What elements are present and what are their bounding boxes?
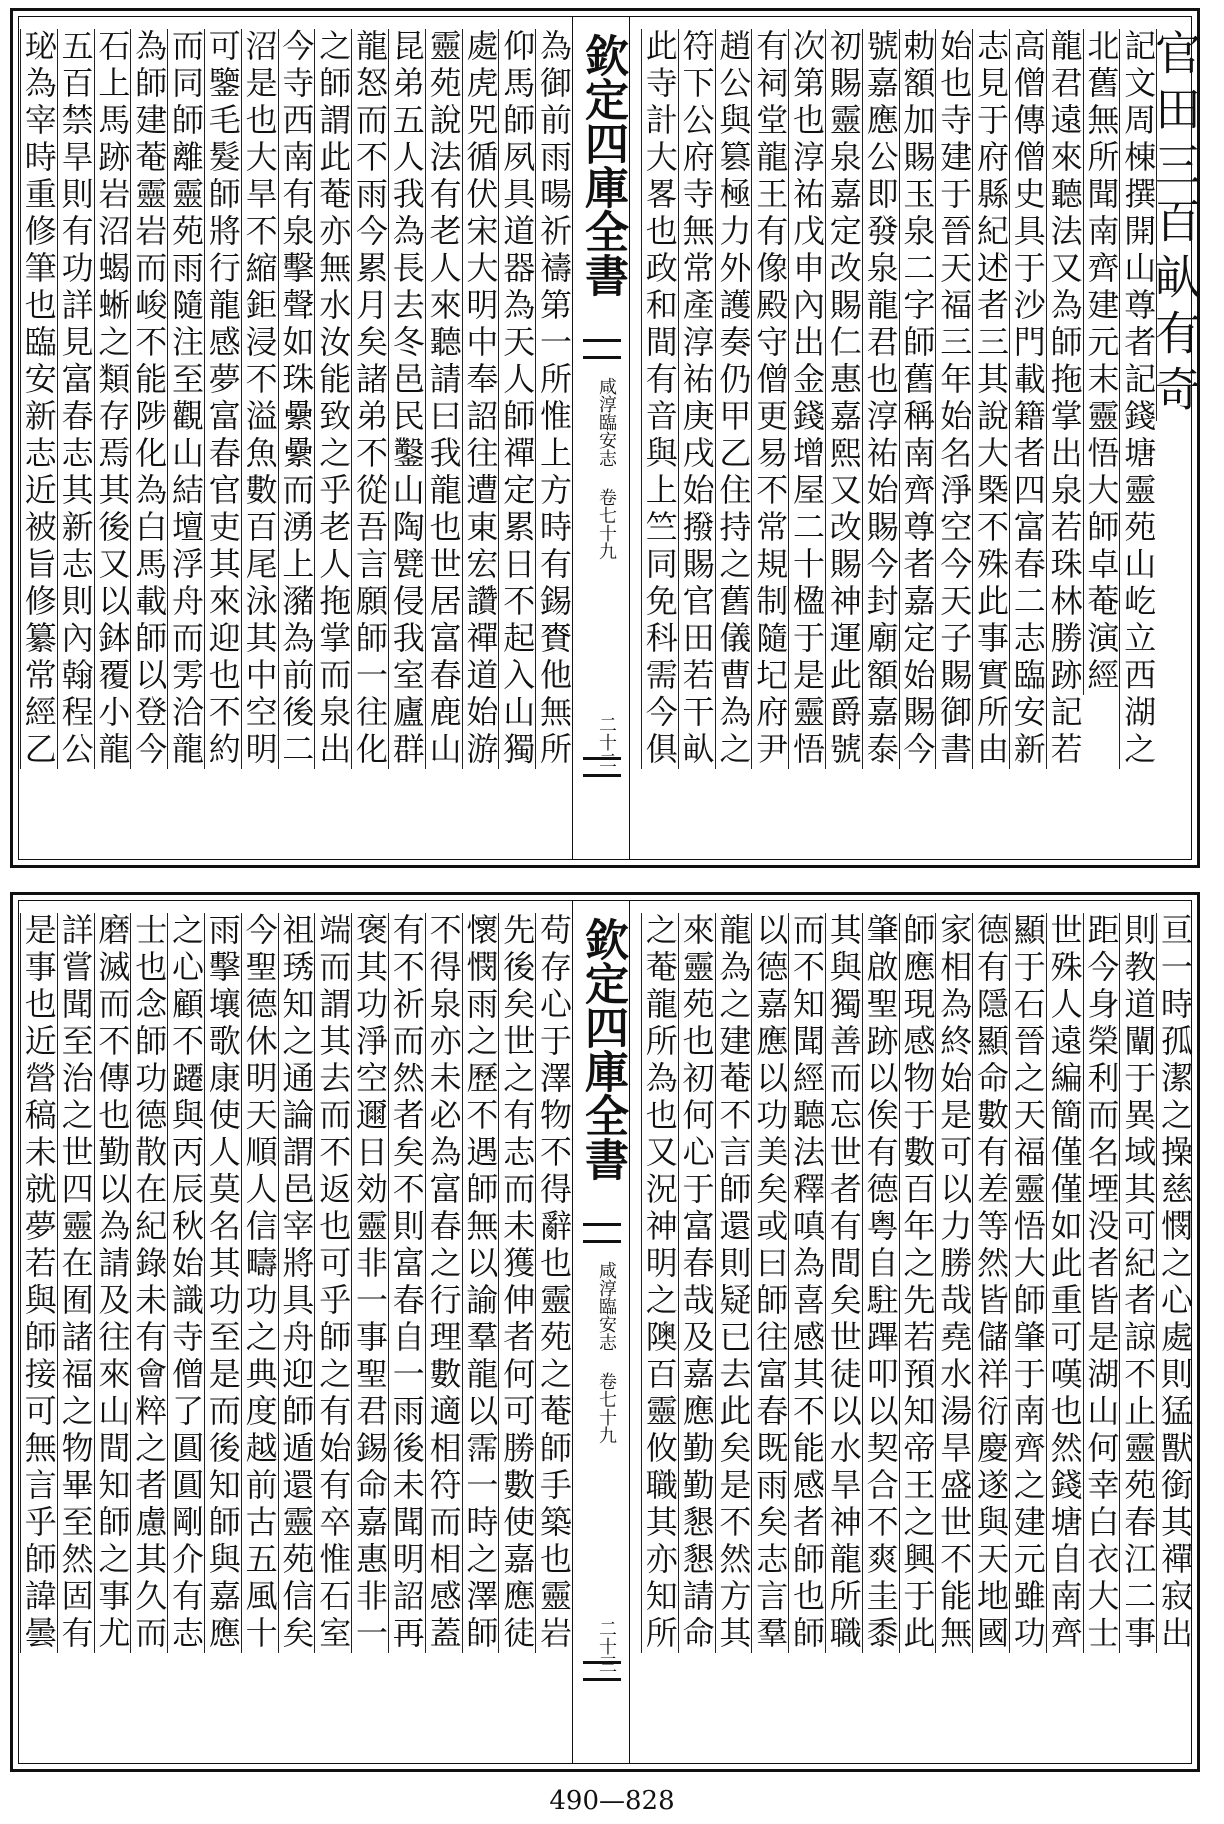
text-column: 龍怒而不雨今累月矣諸弟不從吾言願師一往化 [350, 29, 389, 769]
text-column: 肇啟聖跡以俟有德粤自駐蹕叩以契合不爽圭黍 [861, 913, 900, 1653]
page-lower-frame [18, 900, 1192, 1764]
text-column: 之心顧不躚與丙辰秋始識寺僧了圓圓剛介有志 [166, 913, 205, 1653]
text-column: 苟存心于澤物不得辭也靈苑之菴師手築也靈岩 [534, 913, 573, 1653]
text-column: 師應現感物于數百年之先若預知帝王之興于此 [898, 913, 937, 1653]
text-column: 懷憫雨之歷不遇師無以諭羣龍以霈一時之澤師 [461, 913, 500, 1653]
text-column: 則教道闡于異域其可紀者諒不止靈苑春江二事 [1119, 913, 1158, 1653]
text-column: 高僧傳僧史具于沙門載籍者四富春二志臨安新 [1008, 29, 1047, 769]
text-column: 士也念師功德散在紀錄未有會粹之者慮其久而 [130, 913, 169, 1653]
text-column: 今寺西南有泉擊聲如珠纍纍而湧上瀦為前後二 [277, 29, 316, 769]
text-column: 有不祈而然者矣不則富春自一雨後未聞明詔再 [387, 913, 426, 1653]
text-column: 為御前雨暘祈禱第一所惟上方時有錫賚他無所 [534, 29, 573, 769]
text-column: 趙公與篡極力外護奏仍甲乙住持之舊儀曹為之 [714, 29, 753, 769]
text-column: 初賜靈泉嘉定改賜仁惠嘉熙又改賜神運此爵號 [824, 29, 863, 769]
text-column: 勅額加賜玉泉二字師舊稱南齊尊者嘉定始賜今 [898, 29, 937, 769]
center-title: 欽定四庫全書 [577, 33, 628, 297]
text-column: 德有隱顯命數有差等然皆儲祥衍慶遂與天地國 [971, 913, 1010, 1653]
fish-tail-mark [583, 339, 621, 359]
text-column: 是事也近營稿未就夢若與師接可無言乎師諱曇 [19, 913, 58, 1653]
text-column: 家相為終始是可以力勝哉堯水湯旱盛世不能無 [935, 913, 974, 1653]
text-column: 珌為宰時重修筆也臨安新志近被旨修纂常經乙 [19, 29, 58, 769]
text-column: 先後矣世之有志而未獲伸者何可勝數使嘉應徒 [498, 913, 537, 1653]
text-column: 不得泉亦未必為富春之行理數適相符而相感蓋 [424, 913, 463, 1653]
text-column: 有祠堂龍王有像殿守僧更易不常規制隨圮府尹 [751, 29, 790, 769]
text-column: 以德嘉應以功美矣或曰師往富春既雨矣志言羣 [751, 913, 790, 1653]
text-column: 官田三百畒有奇 [1147, 29, 1202, 421]
text-column: 端而謂其去而不返也可乎師之有始有卒惟石室 [314, 913, 353, 1653]
text-column: 志見于府縣紀述者三其說大槩不殊此事實所由 [971, 29, 1010, 769]
text-column: 顯于石晉之天福靈悟大師肇于南齊之建元雖功 [1008, 913, 1047, 1653]
text-column: 祖琇知之通論謂邑宰將具舟迎師遁還靈苑信矣 [277, 913, 316, 1653]
text-column: 五百禁旱則有功詳見富春志其新志則內翰程公 [56, 29, 95, 769]
page-upper [10, 8, 1200, 868]
text-column: 符下公府寺無常產淳祐庚戌始撥賜官田若干畒 [677, 29, 716, 769]
text-column: 世殊人遠編簡僅僅如此重可嘆也然錢塘自南齊 [1045, 913, 1084, 1653]
fish-tail-mark [583, 1223, 621, 1243]
text-column: 北舊無所聞南齊建元末靈悟大師卓菴演經 [1082, 29, 1121, 695]
center-band [572, 901, 630, 1763]
center-page-number: 二十三 [596, 1619, 617, 1673]
text-column: 之菴龍所為也又況神明之隩百靈攸職其亦知所 [640, 913, 679, 1653]
text-column: 雨擊壤歌康使人莫名其功至是而後知師與嘉應 [203, 913, 242, 1653]
center-title: 欽定四庫全書 [577, 917, 628, 1181]
text-column: 昆弟五人我為長去冬邑民鑿山陶甓侵我室廬群 [387, 29, 426, 769]
page-lower [10, 892, 1200, 1772]
text-column: 可鑒毛髮師將行龍感夢富春官吏其來迎也不約 [203, 29, 242, 769]
text-column: 亘一時孤潔之操慈憫之心處則猛獸銜其禪寂出 [1155, 913, 1194, 1653]
text-column: 褒其功淨空邇日効靈非一事聖君錫命嘉惠非一 [350, 913, 389, 1653]
text-column: 而不知聞經聽法釋嗔為喜感其不能感者師也師 [787, 913, 826, 1653]
text-column: 其與獨善而忘世者有間矣世徒以水旱神龍所職 [824, 913, 863, 1653]
text-column: 石上馬跡岩沼蝎蜥之類存焉其後又以鉢覆小龍 [93, 29, 132, 769]
text-column: 號嘉應公即發泉龍君也淳祐始賜今封廟額嘉泰 [861, 29, 900, 769]
center-book-label: 咸淳臨安志 卷七十九 [596, 377, 617, 560]
text-column: 記文周棟撰開山尊者記錢塘靈苑山屹立西湖之 [1119, 29, 1158, 769]
center-page-number: 二十二 [596, 715, 617, 769]
text-column: 今聖德休明天順人信疇功之典度越前古五風十 [240, 913, 279, 1653]
center-book-label: 咸淳臨安志 卷七十九 [596, 1261, 617, 1444]
text-column: 靈苑說法有老人來聽請曰我龍也世居富春鹿山 [424, 29, 463, 769]
text-column: 次第也淳祐戊申內出金錢增屋二十楹于是靈悟 [787, 29, 826, 769]
text-column: 此寺計大畧也政和間有音與上竺同免科需今俱 [640, 29, 679, 769]
text-column: 仰馬師夙具道器為天人師禪定累日不起入山獨 [498, 29, 537, 769]
text-column: 詳嘗聞至治之世四靈在囿諸福之物畢至然固有 [56, 913, 95, 1653]
text-column: 為師建菴靈岩而峻不能陟化為白馬載師以登今 [130, 29, 169, 769]
text-column: 距今身榮利而名堙没者皆是湖山何幸白衣大士 [1082, 913, 1121, 1653]
text-column: 磨滅而不傳也勤以為請及往來山間知師之事尤 [93, 913, 132, 1653]
text-column: 來靈苑也初何心于富春哉及嘉應勤勤懇懇請命 [677, 913, 716, 1653]
text-column: 始也寺建于晉天福三年始名淨空今天子賜御書 [935, 29, 974, 769]
page-footer-number: 490—828 [549, 1786, 675, 1816]
page-upper-frame [18, 16, 1202, 860]
text-column: 而同師離靈苑雨隨注至觀山結壇浮舟而雱洽龍 [166, 29, 205, 769]
text-column: 龍君遠來聽法又為師拖掌出泉若珠林勝跡記若 [1045, 29, 1084, 769]
text-column: 之師謂此菴亦無水汝能致之乎老人拖掌而泉出 [314, 29, 353, 769]
text-column: 處虎兕循伏宋大明中奉詔往遭東宏讚禪道始游 [461, 29, 500, 769]
text-column: 龍為之建菴不言師還則疑已去此矣是不然方其 [714, 913, 753, 1653]
text-column: 沼是也大旱不縮鉅浸不溢魚數百尾泳其中空明 [240, 29, 279, 769]
center-band [572, 17, 630, 859]
